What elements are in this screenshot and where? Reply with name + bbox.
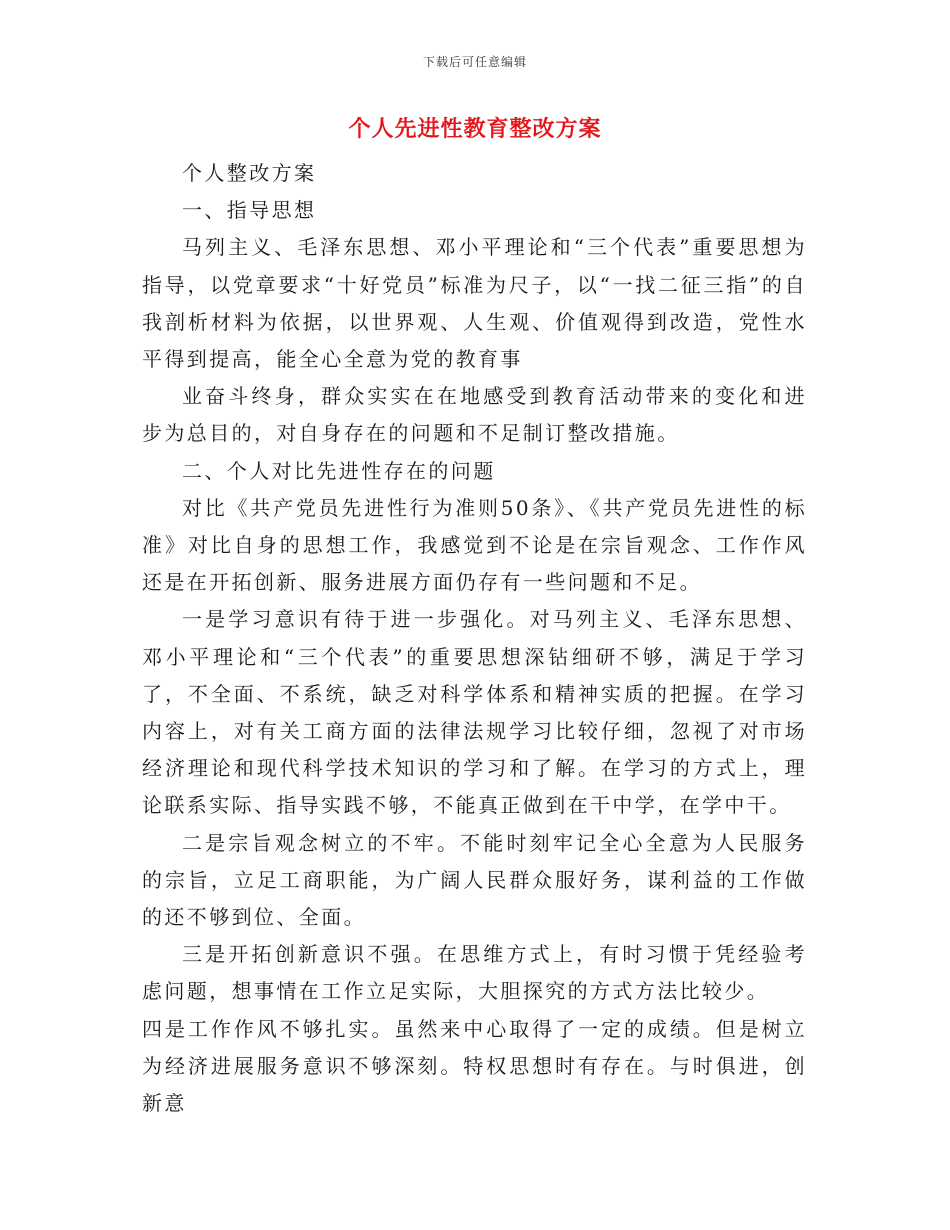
section-heading-guiding-ideology: 一、指导思想 [182,198,317,223]
document-body [142,155,807,1122]
paragraph-plan-label: 个人整改方案 [182,161,317,185]
paragraph: 四是工作作风不够扎实。虽然来中心取得了一定的成绩。但是树立为经济进展服务意识不够深刻。特权思想时有存在。与时俱进，创新意 [142,1016,807,1116]
paragraph: 马列主义、毛泽东思想、邓小平理论和“三个代表”重要思想为指导，以党章要求“十好党员”标准为尺子，以“一找二征三指”的自我剖析材料为依据，以世界观、人生观、价值观得到改造，党性水平得到提高，能全心全意为党的教育事 [142,235,807,372]
paragraph: 一是学习意识有待于进一步强化。对马列主义、毛泽东思想、邓小平理论和“三个代表”的重要思想深钻细研不够，满足于学习了，不全面、不系统，缺乏对科学体系和精神实质的把握。在学习内容上，对有关工商方面的法律法规学习比较仔细，忽视了对市场经济理论和现代科学技术知识的学习和了解。在学习的方式上，理论联系实际、指导实践不够，不能真正做到在干中学，在学中干。 [142,607,807,818]
paragraph: 对比《共产党员先进性行为准则50条》、《共产党员先进性的标准》对比自身的思想工作，我感觉到不论是在宗旨观念、工作作风还是在开拓创新、服务进展方面仍存有一些问题和不足。 [142,495,807,595]
document-title: 个人先进性教育整改方案 [348,116,602,142]
paragraph: 三是开拓创新意识不强。在思维方式上，有时习惯于凭经验考虑问题，想事情在工作立足实际，大胆探究的方式方法比较少。 [142,942,807,1004]
paragraph: 二是宗旨观念树立的不牢。不能时刻牢记全心全意为人民服务的宗旨，立足工商职能，为广阔人民群众服好务，谋利益的工作做的还不够到位、全面。 [142,830,807,930]
paragraph: 业奋斗终身，群众实实在在地感受到教育活动带来的变化和进步为总目的，对自身存在的问题和不足制订整改措施。 [142,384,807,446]
header-note: 下载后可任意编辑 [422,55,527,69]
section-heading-problems: 二、个人对比先进性存在的问题 [182,458,496,483]
